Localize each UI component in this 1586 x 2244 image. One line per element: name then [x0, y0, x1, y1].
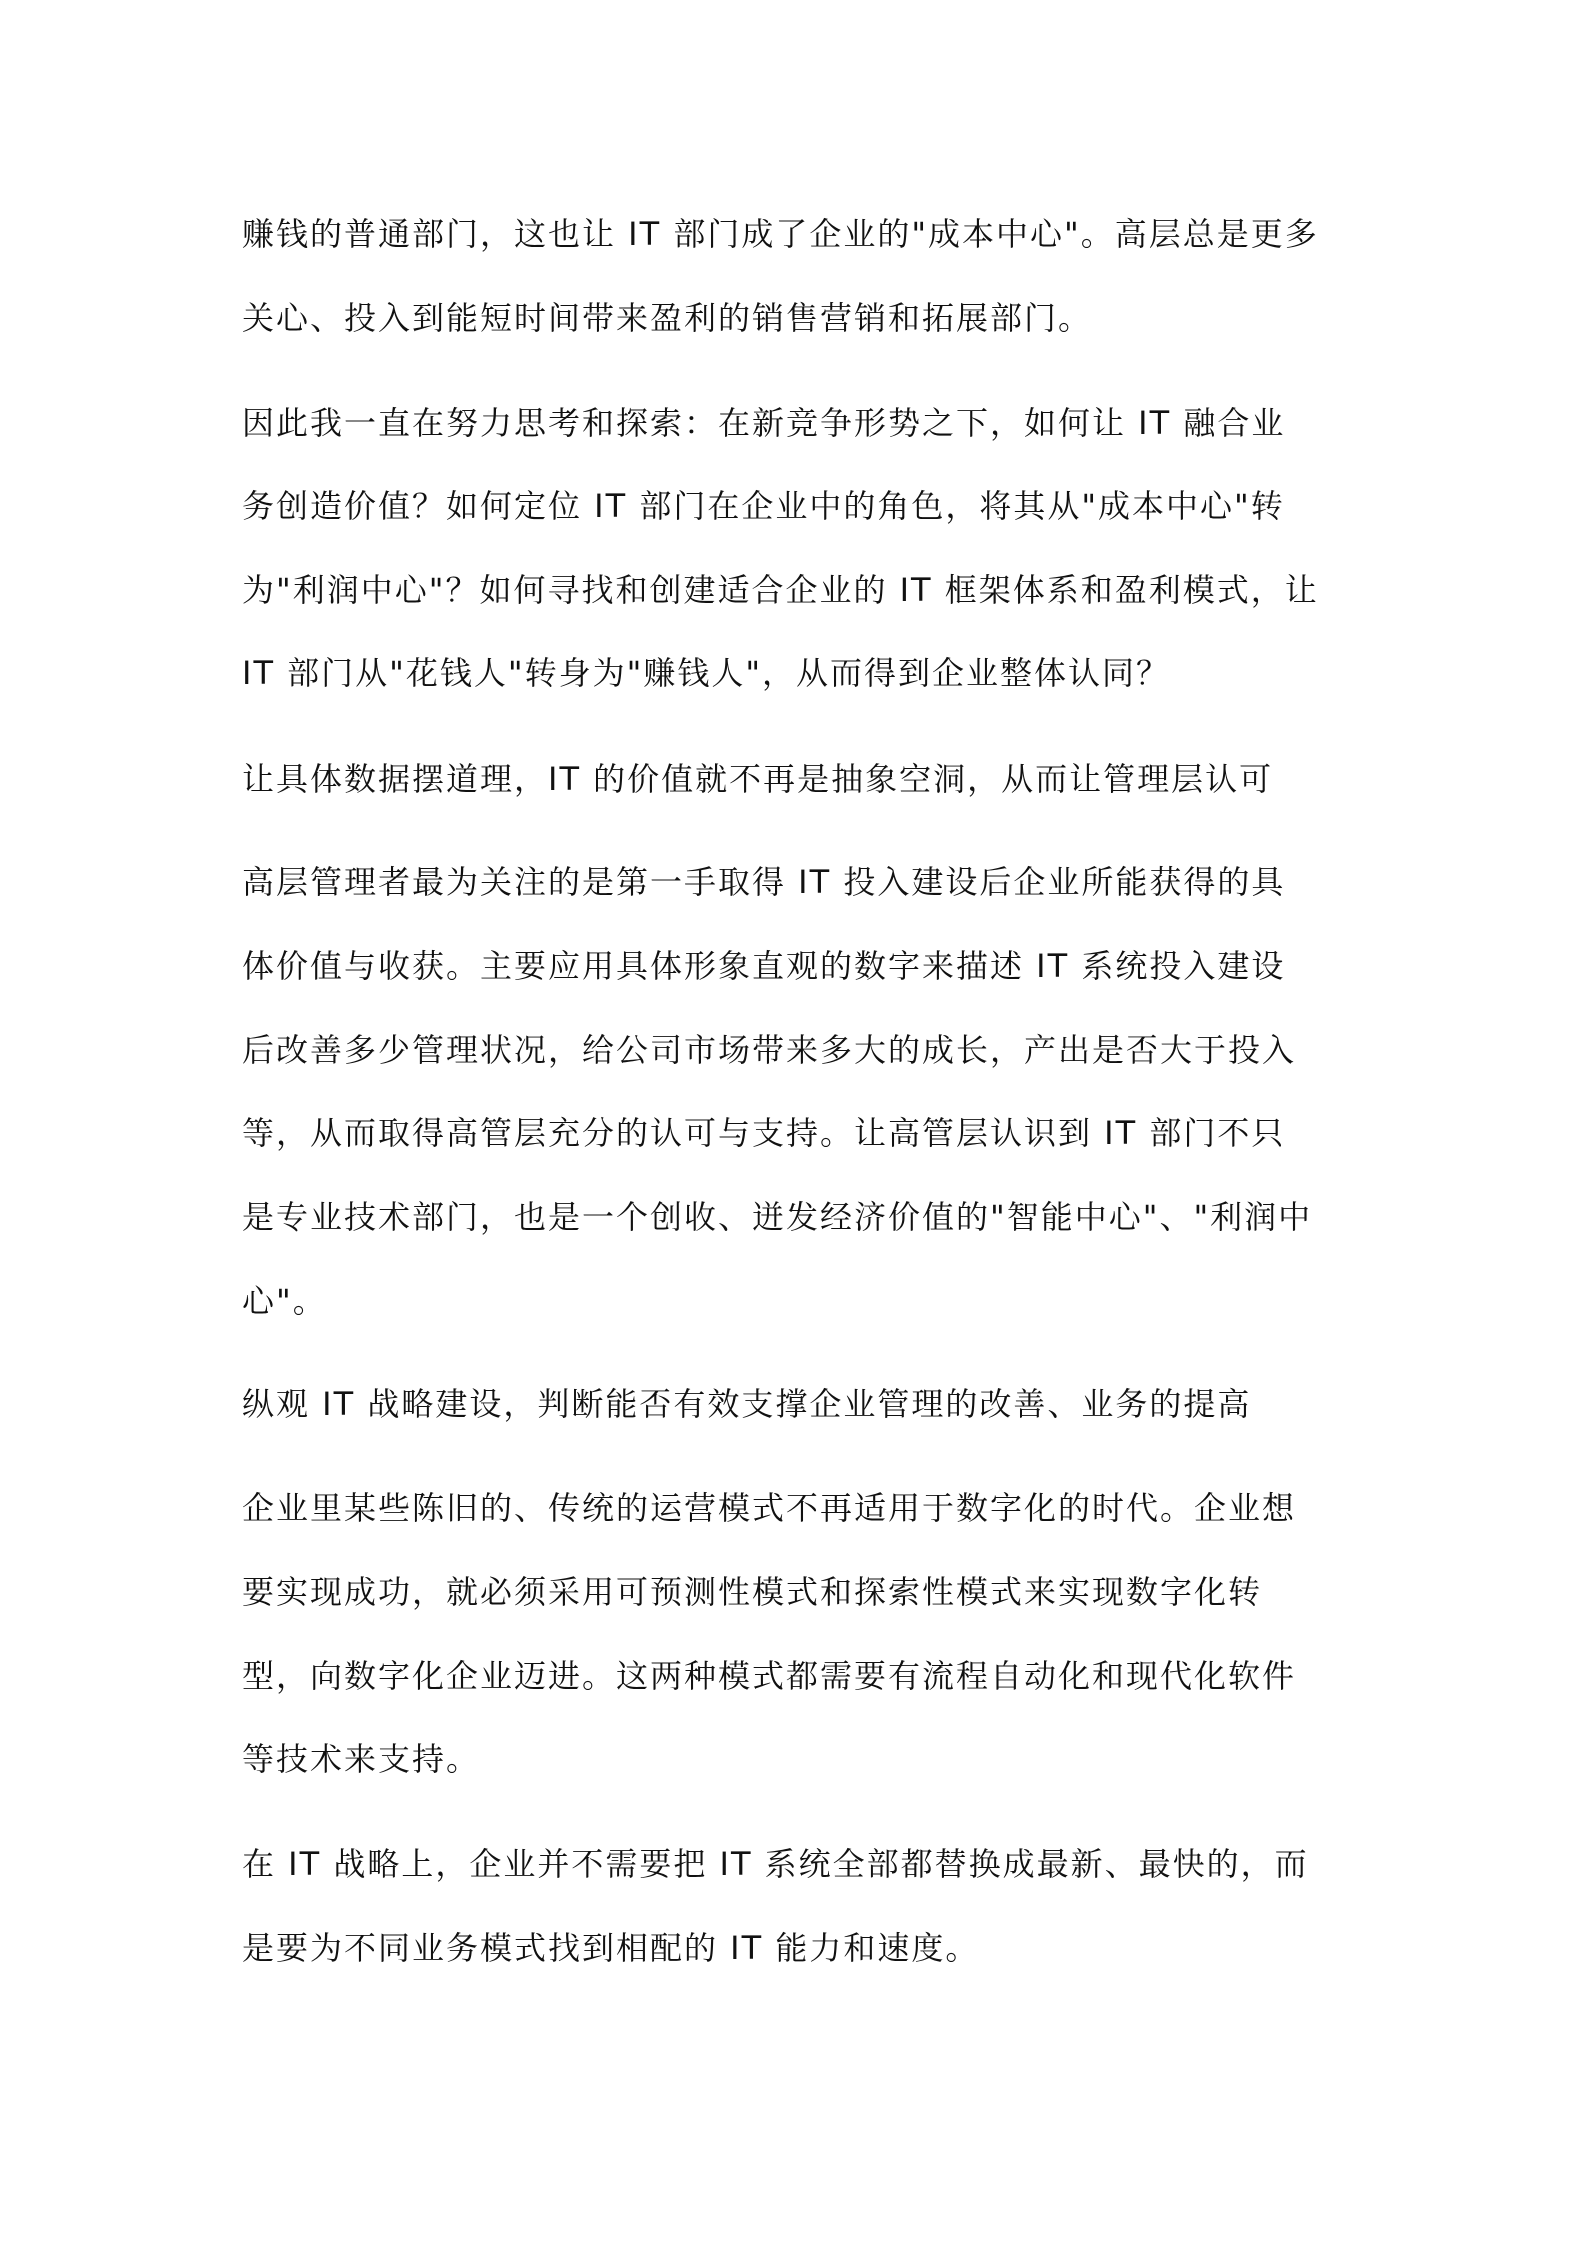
text-line: 务创造价值？如何定位 IT 部门在企业中的角色，将其从"成本中心"转 — [242, 487, 1285, 525]
text-line: 是要为不同业务模式找到相配的 IT 能力和速度。 — [242, 1929, 980, 1967]
text-line: 型，向数字化企业迈进。这两种模式都需要有流程自动化和现代化软件 — [242, 1657, 1297, 1695]
text-line: IT 部门从"花钱人"转身为"赚钱人"，从而得到企业整体认同？ — [242, 654, 1171, 692]
text-line: 让具体数据摆道理，IT 的价值就不再是抽象空洞，从而让管理层认可 — [242, 760, 1274, 798]
text-line: 等技术来支持。 — [242, 1740, 481, 1778]
text-line: 高层管理者最为关注的是第一手取得 IT 投入建设后企业所能获得的具 — [242, 863, 1286, 901]
text-line: 要实现成功，就必须采用可预测性模式和探索性模式来实现数字化转 — [242, 1573, 1263, 1611]
text-line: 企业里某些陈旧的、传统的运营模式不再适用于数字化的时代。企业想 — [242, 1489, 1297, 1527]
text-line: 为"利润中心"？如何寻找和创建适合企业的 IT 框架体系和盈利模式，让 — [242, 571, 1319, 609]
text-line: 因此我一直在努力思考和探索：在新竞争形势之下，如何让 IT 融合业 — [242, 404, 1286, 442]
text-line: 等，从而取得高管层充分的认可与支持。让高管层认识到 IT 部门不只 — [242, 1114, 1286, 1152]
text-line: 赚钱的普通部门，这也让 IT 部门成了企业的"成本中心"。高层总是更多 — [242, 215, 1319, 253]
text-line: 体价值与收获。主要应用具体形象直观的数字来描述 IT 系统投入建设 — [242, 947, 1286, 985]
text-line: 后改善多少管理状况，给公司市场带来多大的成长，产出是否大于投入 — [242, 1031, 1297, 1069]
text-line: 纵观 IT 战略建设，判断能否有效支撑企业管理的改善、业务的提高 — [242, 1385, 1252, 1423]
text-line: 关心、投入到能短时间带来盈利的销售营销和拓展部门。 — [242, 299, 1093, 337]
text-line: 心"。 — [242, 1282, 327, 1320]
text-line: 是专业技术部门，也是一个创收、迸发经济价值的"智能中心"、"利润中 — [242, 1198, 1313, 1236]
text-line: 在 IT 战略上，企业并不需要把 IT 系统全部都替换成最新、最快的，而 — [242, 1845, 1309, 1883]
